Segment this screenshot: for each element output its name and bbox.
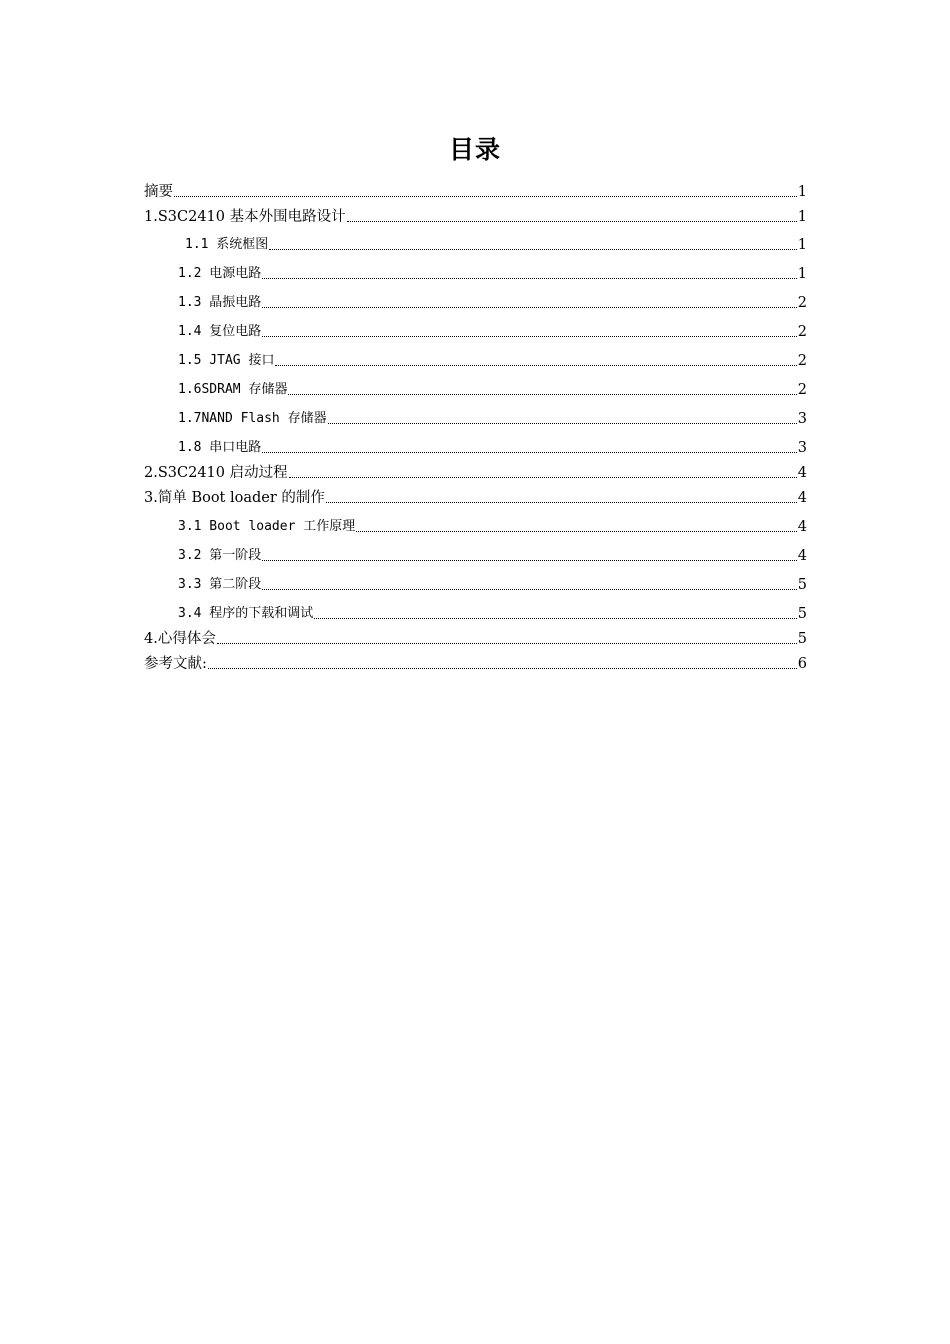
toc-page-number: 4: [797, 519, 807, 535]
toc-page-number: 1: [797, 266, 807, 282]
toc-title: 目录: [448, 135, 501, 164]
toc-entry-3-2[interactable]: [144, 536, 807, 565]
toc-leader-dots: [174, 195, 797, 197]
toc-entry-1-5[interactable]: [144, 341, 807, 370]
toc-leader-dots: [208, 667, 797, 669]
toc-page-number: 5: [797, 631, 807, 647]
toc-entry-references[interactable]: [144, 648, 807, 673]
toc-leader-dots: [262, 277, 796, 279]
toc-entry-text: 1.4 复位电路: [178, 324, 262, 339]
toc-leader-dots: [288, 393, 796, 395]
toc-leader-dots: [262, 306, 796, 308]
toc-entry-chapter-3[interactable]: [144, 482, 807, 507]
toc-entry-text: 4.心得体会: [144, 631, 216, 647]
toc-entry-3-4[interactable]: [144, 594, 807, 623]
toc-entry-chapter-4[interactable]: [144, 623, 807, 648]
toc-entry-1-3[interactable]: [144, 283, 807, 312]
toc-entry-1-1[interactable]: [144, 226, 807, 254]
toc-entry-text: 1.1 系统框图: [185, 237, 269, 252]
toc-page-number: 3: [797, 440, 807, 456]
toc-entry-text: 1.7NAND Flash 存储器: [178, 411, 327, 426]
toc-leader-dots: [262, 588, 796, 590]
toc-page-number: 2: [797, 324, 807, 340]
toc-leader-dots: [262, 559, 796, 561]
toc-entry-text: 3.4 程序的下载和调试: [178, 606, 314, 621]
toc-page-number: 2: [797, 382, 807, 398]
toc-entry-1-7[interactable]: [144, 399, 807, 428]
toc-entry-1-8[interactable]: [144, 428, 807, 457]
toc-page-number: 4: [797, 490, 807, 506]
toc-page-number: 2: [797, 353, 807, 369]
toc-leader-dots: [328, 422, 797, 424]
toc-entry-3-3[interactable]: [144, 565, 807, 594]
toc-entry-text: 3.简单 Boot loader 的制作: [144, 490, 325, 506]
toc-page-number: 5: [797, 577, 807, 593]
toc-entry-text: 2.S3C2410 启动过程: [144, 465, 288, 481]
toc-leader-dots: [326, 501, 797, 503]
toc-entry-text: 1.S3C2410 基本外围电路设计: [144, 209, 346, 225]
toc-entry-1-4[interactable]: [144, 312, 807, 341]
toc-leader-dots: [289, 476, 797, 478]
toc-leader-dots: [262, 335, 796, 337]
toc-entry-3-1[interactable]: [144, 507, 807, 536]
toc-entry-text: 1.5 JTAG 接口: [178, 353, 275, 368]
toc-entry-text: 1.3 晶振电路: [178, 295, 262, 310]
toc-entry-text: 3.2 第一阶段: [178, 548, 262, 563]
toc-page-number: 2: [797, 295, 807, 311]
toc-page-number: 6: [797, 656, 807, 672]
toc-entry-text: 1.2 电源电路: [178, 266, 262, 281]
toc-entry-text: 3.1 Boot loader 工作原理: [178, 519, 356, 534]
toc-page-number: 4: [797, 465, 807, 481]
toc-leader-dots: [262, 451, 796, 453]
toc-entry-abstract[interactable]: [144, 176, 807, 201]
toc-leader-dots: [347, 220, 797, 222]
toc-entry-text: 3.3 第二阶段: [178, 577, 262, 592]
toc-entry-text: 1.8 串口电路: [178, 440, 262, 455]
toc-entry-text: 摘要: [144, 184, 173, 200]
toc-page-number: 1: [797, 209, 807, 225]
toc-list: [144, 176, 807, 673]
toc-entry-1-2[interactable]: [144, 254, 807, 283]
toc-leader-dots: [269, 248, 796, 250]
toc-leader-dots: [217, 642, 797, 644]
toc-leader-dots: [314, 617, 796, 619]
toc-page-number: 1: [797, 184, 807, 200]
toc-page-number: 4: [797, 548, 807, 564]
toc-page-number: 1: [797, 237, 807, 253]
toc-leader-dots: [275, 364, 796, 366]
toc-entry-chapter-2[interactable]: [144, 457, 807, 482]
toc-page-number: 3: [797, 411, 807, 427]
toc-leader-dots: [356, 530, 797, 532]
toc-entry-1-6[interactable]: [144, 370, 807, 399]
toc-entry-text: 参考文献:: [144, 656, 207, 672]
toc-page-number: 5: [797, 606, 807, 622]
toc-entry-chapter-1[interactable]: [144, 201, 807, 226]
toc-entry-text: 1.6SDRAM 存储器: [178, 382, 288, 397]
